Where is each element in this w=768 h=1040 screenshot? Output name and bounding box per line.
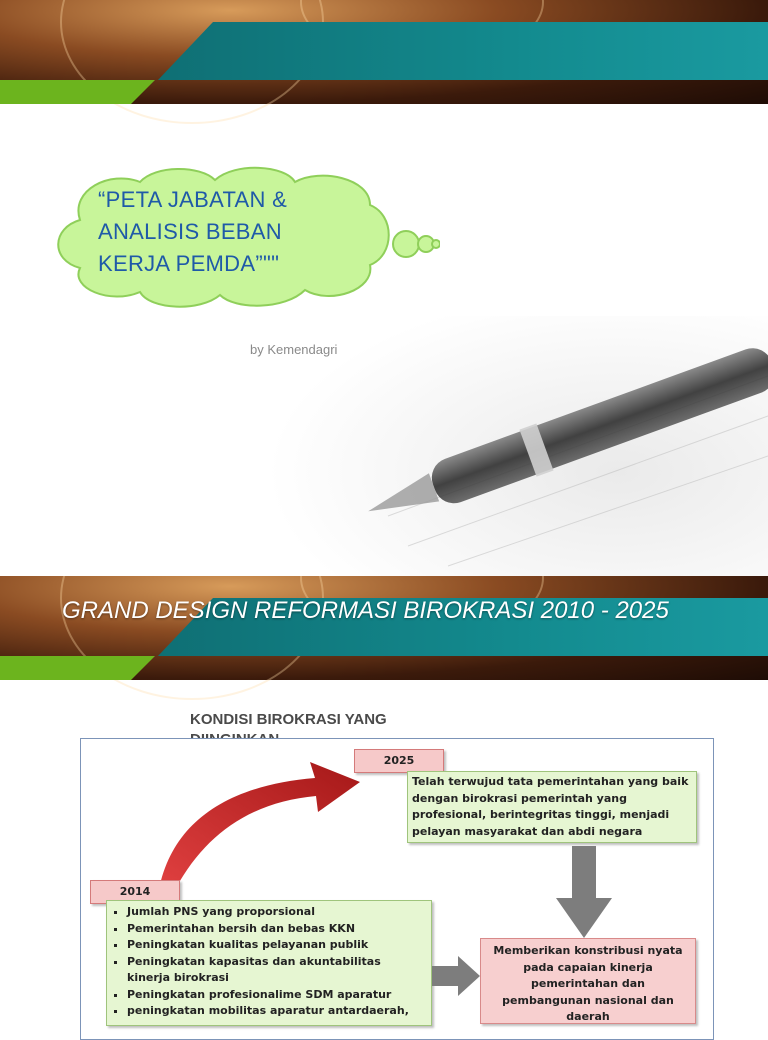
- author-byline: by Kemendagri: [250, 342, 338, 357]
- year-2025-label: 2025: [354, 749, 444, 773]
- header-banner: [0, 576, 768, 680]
- green-accent-bar: [0, 80, 155, 104]
- targets-2014-box: [106, 900, 432, 1026]
- targets-list: [107, 901, 431, 1020]
- list-item: ▪ Peningkatan kualitas pelayanan publik: [127, 937, 427, 954]
- curved-arrow-icon: [150, 750, 370, 890]
- list-item: ▪ Jumlah PNS yang proporsional: [127, 904, 427, 921]
- down-arrow-icon: [556, 846, 612, 940]
- right-arrow-icon: [432, 956, 480, 996]
- fountain-pen-image: [268, 316, 768, 576]
- section-heading: KONDISI BIROKRASI YANG: [190, 711, 387, 728]
- year-2014-label: 2014: [90, 880, 180, 904]
- header-banner: [0, 0, 768, 104]
- cloud-title: “PETA JABATAN & ANALISIS BEBAN KERJA PEMDA”"": [98, 187, 288, 276]
- teal-header-bar: [158, 22, 768, 80]
- slide-title: GRAND DESIGN REFORMASI BIROKRASI 2010 - 2025: [62, 597, 669, 624]
- list-item: ▪ Pemerintahan bersih dan bebas KKN: [127, 921, 427, 938]
- list-item: ▪ Peningkatan kapasitas dan akuntabilitas kinerja birokrasi: [127, 954, 427, 987]
- list-item: ▪ Peningkatan profesionalime SDM aparatur: [127, 987, 427, 1004]
- vision-box: Telah terwujud tata pemerintahan yang baik dengan birokrasi pemerintah yang profesional, berintegritas tinggi, menjadi pelayan masyarakat dan abdi negara: [407, 771, 697, 843]
- list-item: ▪ peningkatan mobilitas aparatur antardaerah,: [127, 1003, 427, 1020]
- green-accent-bar: [0, 656, 155, 680]
- outcome-box: Memberikan konstribusi nyata pada capaian kinerja pemerintahan dan pembangunan nasional dan daerah: [480, 938, 696, 1024]
